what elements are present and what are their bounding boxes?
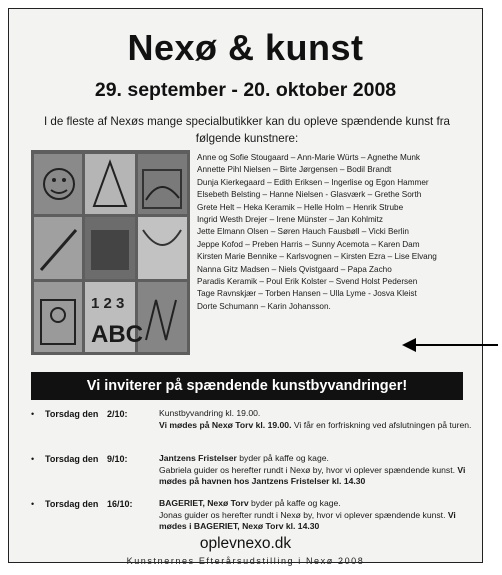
event-line-rest: Vi får en forfriskning ved afslutningen på turen. — [291, 419, 472, 430]
event-meeting-point: Vi mødes på Nexø Torv kl. 19.00. — [159, 419, 292, 430]
artist-line: Jeppe Kofod – Preben Harris – Sunny Acemota – Karen Dam — [197, 239, 420, 249]
event-line — [159, 453, 475, 465]
artist-line: Anne og Sofie Stougaard – Ann-Marie Würts – Agnethe Munk — [197, 153, 421, 162]
event-line: Kunstbyvandring kl. 19.00. — [159, 408, 261, 418]
artwork-letters: ABC — [91, 321, 143, 348]
event-guide-text: Jonas guider os herefter rundt i Nexø by, hvor vi oplever spændende kunst. — [159, 509, 448, 520]
artist-line: Ingrid Westh Drejer – Irene Münster – Jan Kohlmitz — [197, 214, 383, 224]
arrow-left-icon — [402, 336, 500, 354]
event-item — [31, 498, 471, 538]
poster-dates: 29. september - 20. oktober 2008 — [94, 79, 397, 101]
event-date: 2/10: — [107, 409, 128, 419]
event-date: 9/10: — [107, 454, 128, 464]
event-description — [159, 408, 475, 431]
poster — [8, 8, 483, 566]
artist-line: Tage Ravnskjær – Torben Hansen – Ulla Lyme - Josva Kleist — [197, 289, 417, 299]
artist-line: Jette Elmann Olsen – Søren Hauch Fausbøll – Vicki Berlin — [197, 227, 409, 237]
event-day: Torsdag den — [45, 409, 99, 419]
event-line — [159, 510, 475, 533]
artist-line: Nanna Gitz Madsen – Niels Qvistgaard – Papa Zacho — [197, 264, 392, 274]
event-host: Jantzens Fristelser — [159, 453, 237, 463]
event-host: BAGERIET, Nexø Torv — [159, 498, 249, 508]
artist-line: Annette Pihl Nielsen – Birte Jørgensen – Bodil Brandt — [197, 165, 392, 175]
event-day: Torsdag den — [45, 454, 99, 464]
invitation-banner: Vi inviterer på spændende kunstbyvandringer! — [31, 372, 463, 400]
poster-title: Nexø & kunst — [127, 27, 364, 68]
footer-tagline: Kunstnernes Efterårsudstilling i Nexø 2008 — [126, 556, 365, 566]
bullet-icon: • — [31, 454, 35, 464]
artist-line: Dorte Schumann – Karin Johansson. — [197, 301, 331, 311]
event-day: Torsdag den — [45, 499, 99, 509]
artwork-illustration — [31, 150, 190, 355]
artist-line: Paradis Keramik – Poul Erik Kolster – Svend Holst Pedersen — [197, 276, 418, 286]
event-line — [159, 498, 475, 510]
event-line-rest: byder på kaffe og kage. — [248, 498, 341, 508]
event-guide-text: Gabriela guider os herefter rundt i Nexø by, hvor vi oplever spændende kunst. — [159, 464, 458, 475]
artwork-numbers: 1 2 3 — [91, 295, 125, 312]
event-description — [159, 453, 475, 488]
event-description — [159, 498, 475, 533]
artist-line: Grete Helt – Heka Keramik – Helle Holm – Henrik Strube — [197, 202, 404, 212]
artist-list — [197, 152, 479, 313]
artist-line: Elsebeth Belsting – Hanne Nielsen - Glasværk – Grethe Sorth — [197, 190, 422, 200]
event-item — [31, 408, 471, 448]
bullet-icon: • — [31, 499, 35, 509]
website-url: oplevnexo.dk — [199, 535, 292, 552]
event-line-rest: byder på kaffe og kage. — [236, 453, 329, 463]
bullet-icon: • — [31, 409, 35, 419]
artist-line: Dunja Kierkegaard – Edith Eriksen – Ingerlise og Egon Hammer — [197, 177, 429, 187]
event-item — [31, 453, 471, 493]
event-line — [159, 420, 475, 432]
artwork-photo — [31, 150, 190, 355]
event-date: 16/10: — [107, 499, 133, 509]
intro-text: I de fleste af Nexøs mange specialbutikker kan du opleve spændende kunst fra følgende kunstnere: — [43, 115, 450, 145]
event-meeting-point: Vi mødes i BAGERIET, Nexø Torv kl. 14.30 — [159, 509, 456, 531]
event-line — [159, 465, 475, 488]
event-meeting-point: Vi mødes på havnen hos Jantzens Fristelser kl. 14.30 — [159, 464, 466, 486]
artist-line: Kirsten Marie Bennike – Karlsvognen – Kirsten Ezra – Lise Elvang — [197, 252, 437, 262]
